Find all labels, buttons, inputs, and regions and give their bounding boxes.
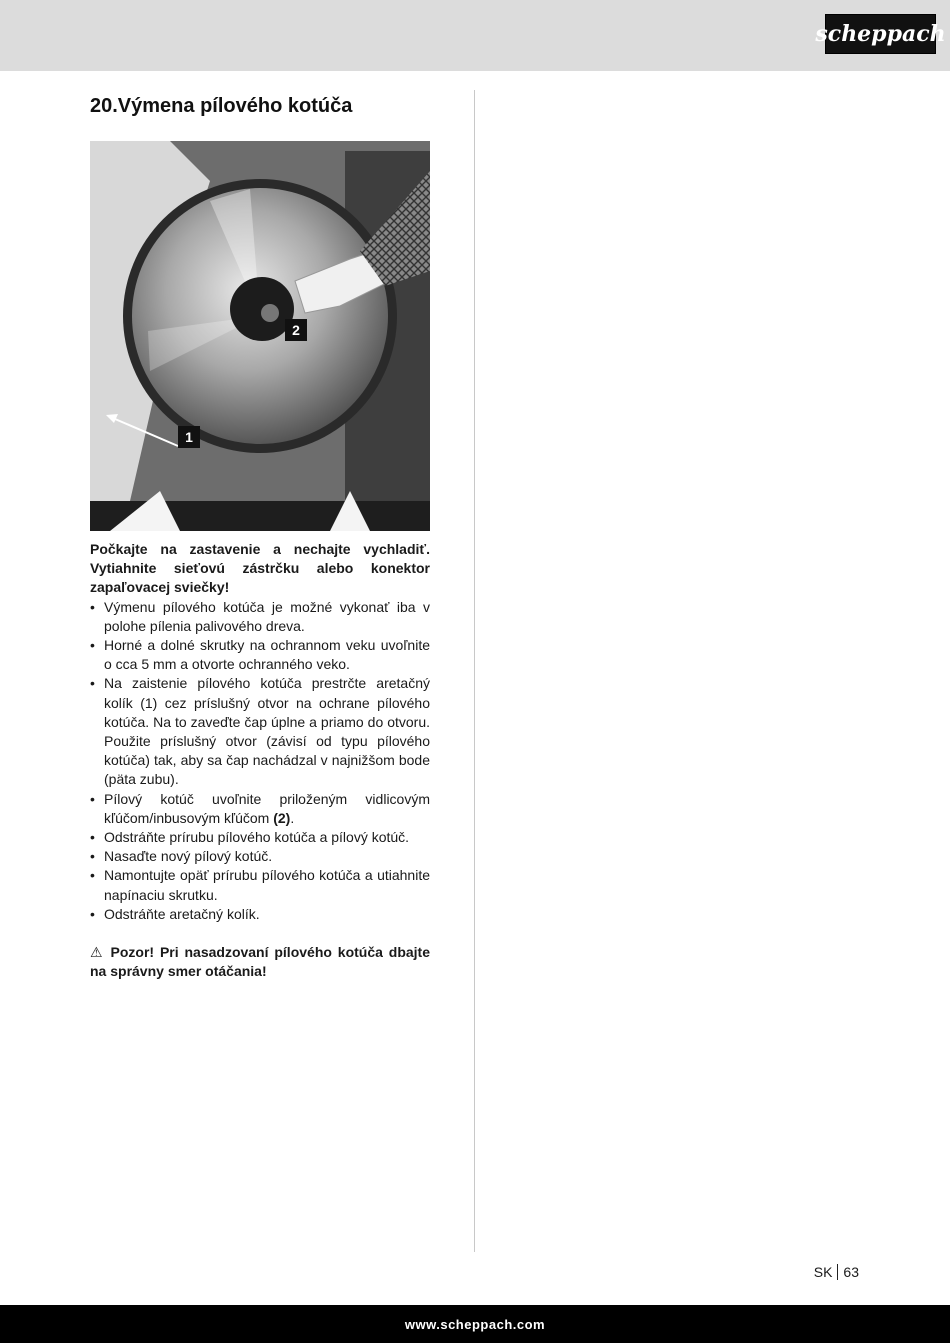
- list-item: • Horné a dolné skrutky na ochrannom veku uvoľnite o cca 5 mm a otvorte ochranného veko.: [90, 637, 430, 673]
- instructions: [90, 540, 430, 995]
- page-number: [814, 1264, 859, 1280]
- blade-nut: [261, 304, 279, 322]
- section-title: 20.Výmena pílového kotúča: [90, 95, 353, 117]
- list-item: • Namontujte opäť prírubu pílového kotúča a utiahnite napínaciu skrutku.: [90, 867, 430, 903]
- list-item: • Odstráňte aretačný kolík.: [90, 905, 260, 922]
- warning-note: [90, 943, 430, 981]
- warning-text: Pozor! Pri nasadzovaní pílového kotúča dbajte na správny smer otáčania!: [90, 944, 430, 980]
- callout-2-label: 2: [292, 322, 300, 338]
- intro-line-2: Vytiahnite sieťovú zástrčku alebo konektor zapaľovacej sviečky!: [90, 560, 430, 596]
- steps-list: [90, 598, 430, 924]
- warning-icon: ⚠: [90, 944, 105, 961]
- footer-bar: [0, 1305, 950, 1343]
- footer-url: www.scheppach.com: [404, 1316, 546, 1332]
- list-item: • Odstráňte prírubu pílového kotúča a pílový kotúč.: [90, 829, 410, 846]
- header-band: [0, 0, 950, 71]
- list-item: • Výmenu pílového kotúča je možné vykonať iba v polohe pílenia palivového dreva.: [90, 598, 430, 634]
- list-item: • Na zaistenie pílového kotúča prestrčte aretačný kolík (1) cez príslušný otvor na ochrane pílového kotúča. Na to zaveďte čap úplne a priamo do otvoru. Použite príslušný otvor (závisí od typu pílového kotúča) tak, aby sa čap nachádzal v najnižšom bode (päta zubu).: [90, 675, 430, 788]
- intro-line-1: Počkajte na zastavenie a nechajte vychladiť.: [90, 541, 430, 557]
- list-item: • Pílový kotúč uvoľnite priloženým vidlicovým kľúčom/inbusovým kľúčom (2).: [90, 790, 430, 826]
- callout-1-label: 1: [185, 429, 193, 445]
- page-lang: SK: [813, 1264, 833, 1280]
- page-separator: [837, 1264, 838, 1280]
- column-divider: [474, 90, 475, 1252]
- saw-blade-photo: [90, 141, 430, 531]
- page-number-value: 63: [843, 1264, 859, 1280]
- scheppach-logo: scheppach: [825, 14, 936, 54]
- list-item: • Nasaďte nový pílový kotúč.: [90, 848, 273, 865]
- intro-text: [90, 540, 430, 598]
